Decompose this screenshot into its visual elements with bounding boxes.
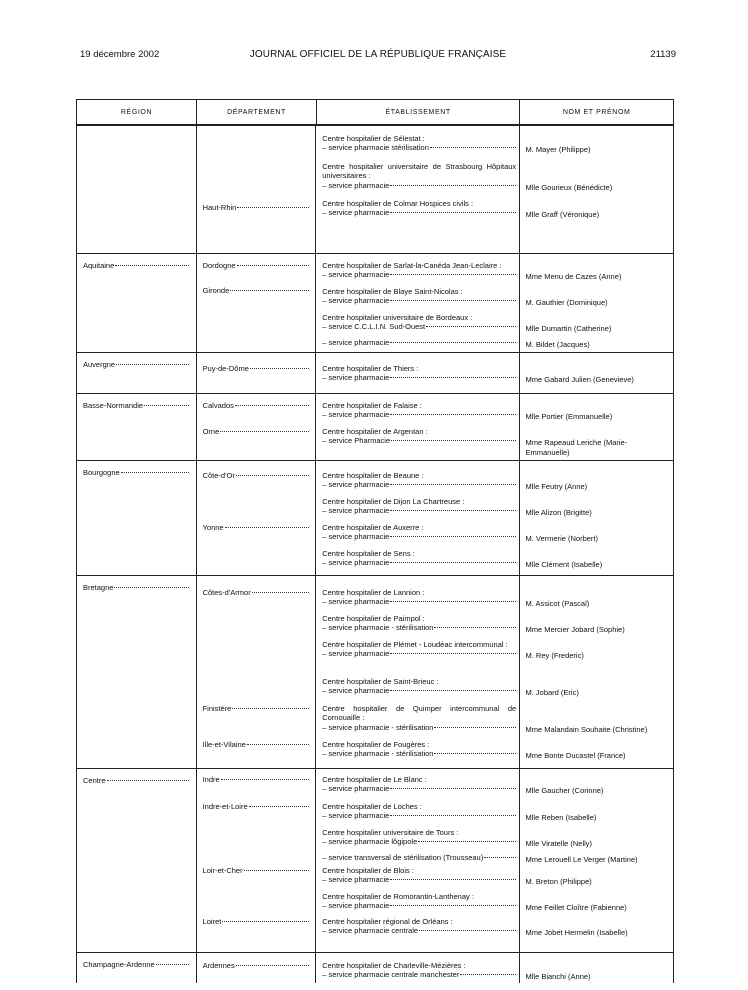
etablissement-name: Centre hospitalier de Sélestat : [322,134,425,143]
etablissement-entry [322,828,516,847]
person-name: M. Gauthier (Dominique) [525,298,608,308]
departement-label [203,471,309,481]
service-line [322,597,516,606]
region-group [76,461,674,576]
etablissement-entry [322,162,516,190]
service-line [322,270,516,279]
etablissement-name: Centre hospitalier de Plémet - Loudéac intercommunal : [322,640,508,649]
leader-dots [121,472,189,473]
leader-dots [235,405,309,406]
etablissement-name: Centre hospitalier de Loches : [322,802,422,811]
region-cell [77,254,197,352]
etablissement-name: Centre hospitalier régional de Orléans : [322,917,453,926]
service-name: – service pharmacie [322,686,390,696]
region-cell [77,353,197,393]
etablissement-entry [322,261,516,280]
etablissement-name: Centre hospitalier de Colmar Hospices civils : [322,199,474,208]
service-name: – service C.C.L.I.N. Sud-Ouest [322,322,426,332]
etablissement-entry [322,588,516,607]
departement-label [203,588,309,598]
service-line [322,901,516,910]
person-name: Mme Lerouell Le Verger (Martine) [525,855,638,864]
departement-label [203,401,309,411]
etablissement-cell [316,769,519,952]
departement-cell [197,953,317,983]
etablissement-cell [316,953,519,983]
leader-dots [390,342,516,343]
departement-cell [197,576,317,768]
region-name: Auvergne [83,360,116,369]
service-name: – service pharmacie [322,901,390,911]
etablissement-name: Centre hospitalier de Dijon La Chartreuse : [322,497,465,506]
leader-dots [390,414,516,415]
region-cell [77,576,197,768]
appointments-table [76,99,674,983]
service-line [322,208,516,217]
service-line [322,837,516,846]
region-name: Centre [83,776,106,785]
region-label [83,583,189,593]
departement-name: Calvados [202,401,234,410]
service-name: – service transversal de stérilisation (Trousseau) [322,853,484,862]
etablissement-name: Centre hospitalier de Argentan : [322,427,428,436]
leader-dots [390,377,516,378]
etablissement-entry [322,364,516,383]
service-name: – service pharmacie [322,811,390,821]
etablissement-name: Centre hospitalier de Sens : [322,549,415,558]
region-label [83,776,189,786]
departement-name: Loiret [202,917,222,926]
departement-label [203,917,309,927]
departement-label [203,704,309,714]
etablissement-name: Centre hospitalier de Saint-Brieuc : [322,677,439,686]
person-name: Mme Feillet Cloître (Fabienne) [525,903,627,913]
person-name: Mme Jobet Hermelin (Isabelle) [525,928,628,938]
departement-name: Gironde [202,286,230,295]
region-name: Bretagne [83,583,114,592]
leader-dots [390,879,516,880]
person-name: Mlle Alizon (Brigitte) [525,508,592,518]
etablissement-entry [322,704,516,732]
region-group [76,254,674,353]
etablissement-entry [322,740,516,759]
person-name: M. Bildet (Jacques) [525,340,590,349]
leader-dots [390,601,516,602]
leader-dots [390,815,516,816]
departement-label [203,286,309,296]
person-name: M. Assicot (Pascal) [525,599,590,609]
person-name: Mme Bonte Ducastel (France) [525,751,626,761]
service-name: – service pharmacie - stérilisation [322,722,434,732]
etablissement-cell [316,576,519,768]
leader-dots [390,788,516,789]
service-name: – service pharmacie centrale manchester [322,970,460,980]
leader-dots [390,484,516,485]
person-name: M. Jobard (Eric) [525,688,579,698]
etablissement-entry [322,338,516,347]
leader-dots [236,475,309,476]
service-line [322,723,516,732]
etablissement-entry [322,853,516,862]
leader-dots [390,690,516,691]
departement-cell [197,254,317,352]
service-name: – service pharmacie [322,532,390,542]
leader-dots [144,405,189,406]
leader-dots [156,964,189,965]
departement-cell [197,394,317,460]
service-name: – service pharmacie [322,784,390,794]
departement-name: Côte-d'Or [202,471,235,480]
service-line [322,686,516,695]
person-cell [520,769,673,952]
region-label [83,261,189,271]
etablissement-entry [322,640,516,659]
service-line [322,506,516,515]
person-name: Mme Rapeaud Leriche (Marie-Emmanuelle) [525,438,628,457]
person-name: M. Vermerie (Norbert) [525,534,599,544]
etablissement-name: Centre hospitalier universitaire de Tours : [322,828,459,837]
leader-dots [236,965,309,966]
etablissement-name: Centre hospitalier de Thiers : [322,364,419,373]
journal-title: JOURNAL OFFICIEL DE LA RÉPUBLIQUE FRANÇAISE [249,49,507,60]
etablissement-name: Centre hospitalier universitaire de Bordeaux : [322,313,473,322]
etablissement-entry [322,892,516,911]
departement-label [203,775,309,785]
service-name: – service pharmacie [322,270,390,280]
service-line [322,623,516,632]
departement-name: Orne [202,427,220,436]
service-line [322,143,516,152]
service-line [322,875,516,884]
leader-dots [107,780,189,781]
service-name: – service pharmacie lôgipole [322,837,418,847]
region-group [76,953,674,983]
departement-label [203,802,309,812]
departement-cell [197,769,317,952]
region-label [83,960,189,970]
leader-dots [434,753,516,754]
departement-name: Yonne [202,523,224,532]
departement-cell [197,126,317,253]
leader-dots [237,265,309,266]
leader-dots [426,326,516,327]
region-label [83,468,189,478]
leader-dots [249,806,309,807]
etablissement-name: Centre hospitalier de Sarlat-la-Canéda Jean-Leclaire : [322,261,502,270]
etablissement-entry [322,427,516,446]
departement-name: Indre-et-Loire [202,802,248,811]
leader-dots [430,147,516,148]
etablissement-entry [322,313,516,332]
departement-label [203,961,309,971]
service-name: – service pharmacie [322,480,390,490]
etablissement-name: Centre hospitalier de Auxerre : [322,523,424,532]
etablissement-cell [316,126,519,253]
person-cell [520,353,673,393]
leader-dots [434,727,516,728]
departement-label [203,740,309,750]
leader-dots [391,440,516,441]
etablissement-entry [322,802,516,821]
etablissement-name: Centre hospitalier de Quimper intercommunal de Cornouaille : [322,704,517,723]
person-name: Mlle Portier (Emmanuelle) [525,412,613,422]
etablissement-entry [322,614,516,633]
departement-label [203,523,309,533]
region-cell [77,126,197,253]
departement-label [203,364,309,374]
etablissement-name: Centre hospitalier de Falaise : [322,401,422,410]
leader-dots [222,921,308,922]
person-name: M. Breton (Philippe) [525,877,592,887]
person-name: Mlle Reben (Isabelle) [525,813,597,823]
service-line [322,811,516,820]
region-name: Bourgogne [83,468,120,477]
person-name: Mlle Gaucher (Corinne) [525,786,604,796]
person-name: M. Mayer (Philippe) [525,145,591,155]
table-body [76,126,674,983]
issue-date: 19 décembre 2002 [80,49,160,60]
region-cell [77,461,197,575]
leader-dots [390,212,516,213]
leader-dots [244,870,309,871]
leader-dots [390,300,516,301]
column-header-etablissement: ÉTABLISSEMENT [317,100,520,124]
service-name: – service pharmacie [322,558,390,568]
region-name: Aquitaine [83,261,115,270]
service-name: – service pharmacie centrale [322,926,419,936]
service-line [322,480,516,489]
etablissement-name: Centre hospitalier de Blois : [322,866,414,875]
person-name: Mlle Viratelle (Nelly) [525,839,593,849]
region-label [83,401,189,411]
person-name: Mlle Gourieux (Bénédicte) [525,182,613,192]
person-cell [520,576,673,768]
service-name: – service pharmacie stérilisation [322,143,429,153]
departement-cell [197,461,317,575]
person-name: Mlle Graff (Véronique) [525,210,600,220]
region-name: Champagne-Ardenne [83,960,155,969]
leader-dots [247,744,309,745]
departement-name: Puy-de-Dôme [202,364,249,373]
service-name: – service pharmacie [322,410,390,420]
etablissement-cell [316,394,519,460]
leader-dots [252,592,309,593]
leader-dots [237,207,308,208]
region-name: Basse-Normandie [83,401,144,410]
leader-dots [250,368,309,369]
leader-dots [114,587,189,588]
departement-label [203,261,309,271]
leader-dots [434,627,516,628]
etablissement-entry [322,134,516,153]
column-header-region: RÉGION [77,100,197,124]
departement-cell [197,353,317,393]
departement-name: Ille-et-Vilaine [202,740,246,749]
departement-name: Haut-Rhin [202,203,237,212]
leader-dots [232,708,308,709]
leader-dots [115,265,189,266]
etablissement-name: Centre hospitalier de Beaune : [322,471,424,480]
departement-label [203,427,309,437]
region-cell [77,394,197,460]
etablissement-name: Centre hospitalier de Charleville-Mézières : [322,961,466,970]
region-group [76,126,674,254]
person-name: Mlle Feutry (Anne) [525,482,588,492]
column-header-departement: DÉPARTEMENT [197,100,317,124]
etablissement-name: Centre hospitalier de Blaye Saint-Nicolas : [322,287,463,296]
leader-dots [390,905,516,906]
service-line [322,296,516,305]
leader-dots [225,527,309,528]
departement-name: Finistère [202,704,232,713]
departement-label [203,203,309,213]
person-cell [520,461,673,575]
service-name: – service pharmacie [322,649,390,659]
person-name: Mlle Clément (Isabelle) [525,560,603,570]
service-name: – service pharmacie [322,597,390,607]
service-line [322,410,516,419]
leader-dots [116,364,189,365]
etablissement-entry [322,287,516,306]
etablissement-entry [322,775,516,794]
etablissement-entry [322,497,516,516]
service-line [322,338,516,347]
leader-dots [221,779,309,780]
service-name: – service pharmacie [322,296,390,306]
person-name: Mme Malandain Souhaite (Christine) [525,724,648,734]
region-cell [77,953,197,983]
service-line [322,558,516,567]
departement-name: Loir-et-Cher [202,866,243,875]
departement-name: Ardennes [202,961,235,970]
etablissement-name: Centre hospitalier de Fougères : [322,740,430,749]
leader-dots [220,431,308,432]
page-number: 21139 [650,49,676,60]
leader-dots [390,653,516,654]
service-line [322,373,516,382]
region-group [76,353,674,394]
service-line [322,181,516,190]
etablissement-entry [322,401,516,420]
etablissement-name: Centre hospitalier de Paimpol : [322,614,425,623]
leader-dots [419,930,516,931]
etablissement-name: Centre hospitalier de Lannion : [322,588,425,597]
leader-dots [484,857,516,858]
service-name: – service pharmacie [322,180,390,190]
page-header [80,49,676,65]
leader-dots [390,562,516,563]
service-name: – service pharmacie - stérilisation [322,749,434,759]
person-cell [520,126,673,253]
region-label [83,360,189,370]
service-line [322,853,516,862]
region-cell [77,769,197,952]
etablissement-entry [322,199,516,218]
table-header [76,99,674,126]
person-name: Mme Mercier Jobard (Sophie) [525,625,625,635]
service-line [322,322,516,331]
person-name: M. Rey (Frederic) [525,651,584,661]
etablissement-entry [322,523,516,542]
departement-label [203,866,309,876]
service-line [322,784,516,793]
service-name: – service pharmacie [322,338,390,347]
service-line [322,436,516,445]
region-group [76,769,674,953]
departement-name: Côtes-d'Armor [202,588,251,597]
etablissement-name: Centre hospitalier de Romorantin-Lanthenay : [322,892,474,901]
person-cell [520,254,673,352]
etablissement-entry [322,471,516,490]
etablissement-entry [322,917,516,936]
departement-name: Dordogne [202,261,236,270]
person-cell [520,394,673,460]
etablissement-cell [316,461,519,575]
region-group [76,394,674,461]
service-name: – service pharmacie - stérilisation [322,623,434,633]
etablissement-entry [322,961,516,980]
leader-dots [230,290,308,291]
etablissement-cell [316,254,519,352]
service-name: – service pharmacie [322,208,390,218]
person-name: Mlle Bianchi (Anne) [525,972,591,982]
etablissement-entry [322,677,516,696]
leader-dots [418,841,516,842]
departement-name: Indre [202,775,220,784]
etablissement-entry [322,549,516,568]
service-name: – service pharmacie [322,373,390,383]
leader-dots [390,185,516,186]
etablissement-name: Centre hospitalier universitaire de Strasbourg Hôpitaux universitaires : [322,162,517,181]
person-cell [520,953,673,983]
leader-dots [460,974,516,975]
etablissement-cell [316,353,519,393]
service-line [322,926,516,935]
leader-dots [390,510,516,511]
column-header-nom-prenom: NOM ET PRÉNOM [562,108,631,116]
service-line [322,649,516,658]
person-name: Mlle Dumartin (Catherine) [525,324,612,334]
service-line [322,749,516,758]
leader-dots [390,536,516,537]
etablissement-entry [322,866,516,885]
service-line [322,532,516,541]
etablissement-name: Centre hospitalier de Le Blanc : [322,775,427,784]
service-line [322,970,516,979]
region-group [76,576,674,769]
service-name: – service Pharmacie [322,436,391,446]
leader-dots [390,274,516,275]
service-name: – service pharmacie [322,506,390,516]
person-name: Mme Gabard Julien (Genevieve) [525,375,634,385]
service-name: – service pharmacie [322,875,390,885]
person-name: Mme Menu de Cazes (Anne) [525,272,622,282]
